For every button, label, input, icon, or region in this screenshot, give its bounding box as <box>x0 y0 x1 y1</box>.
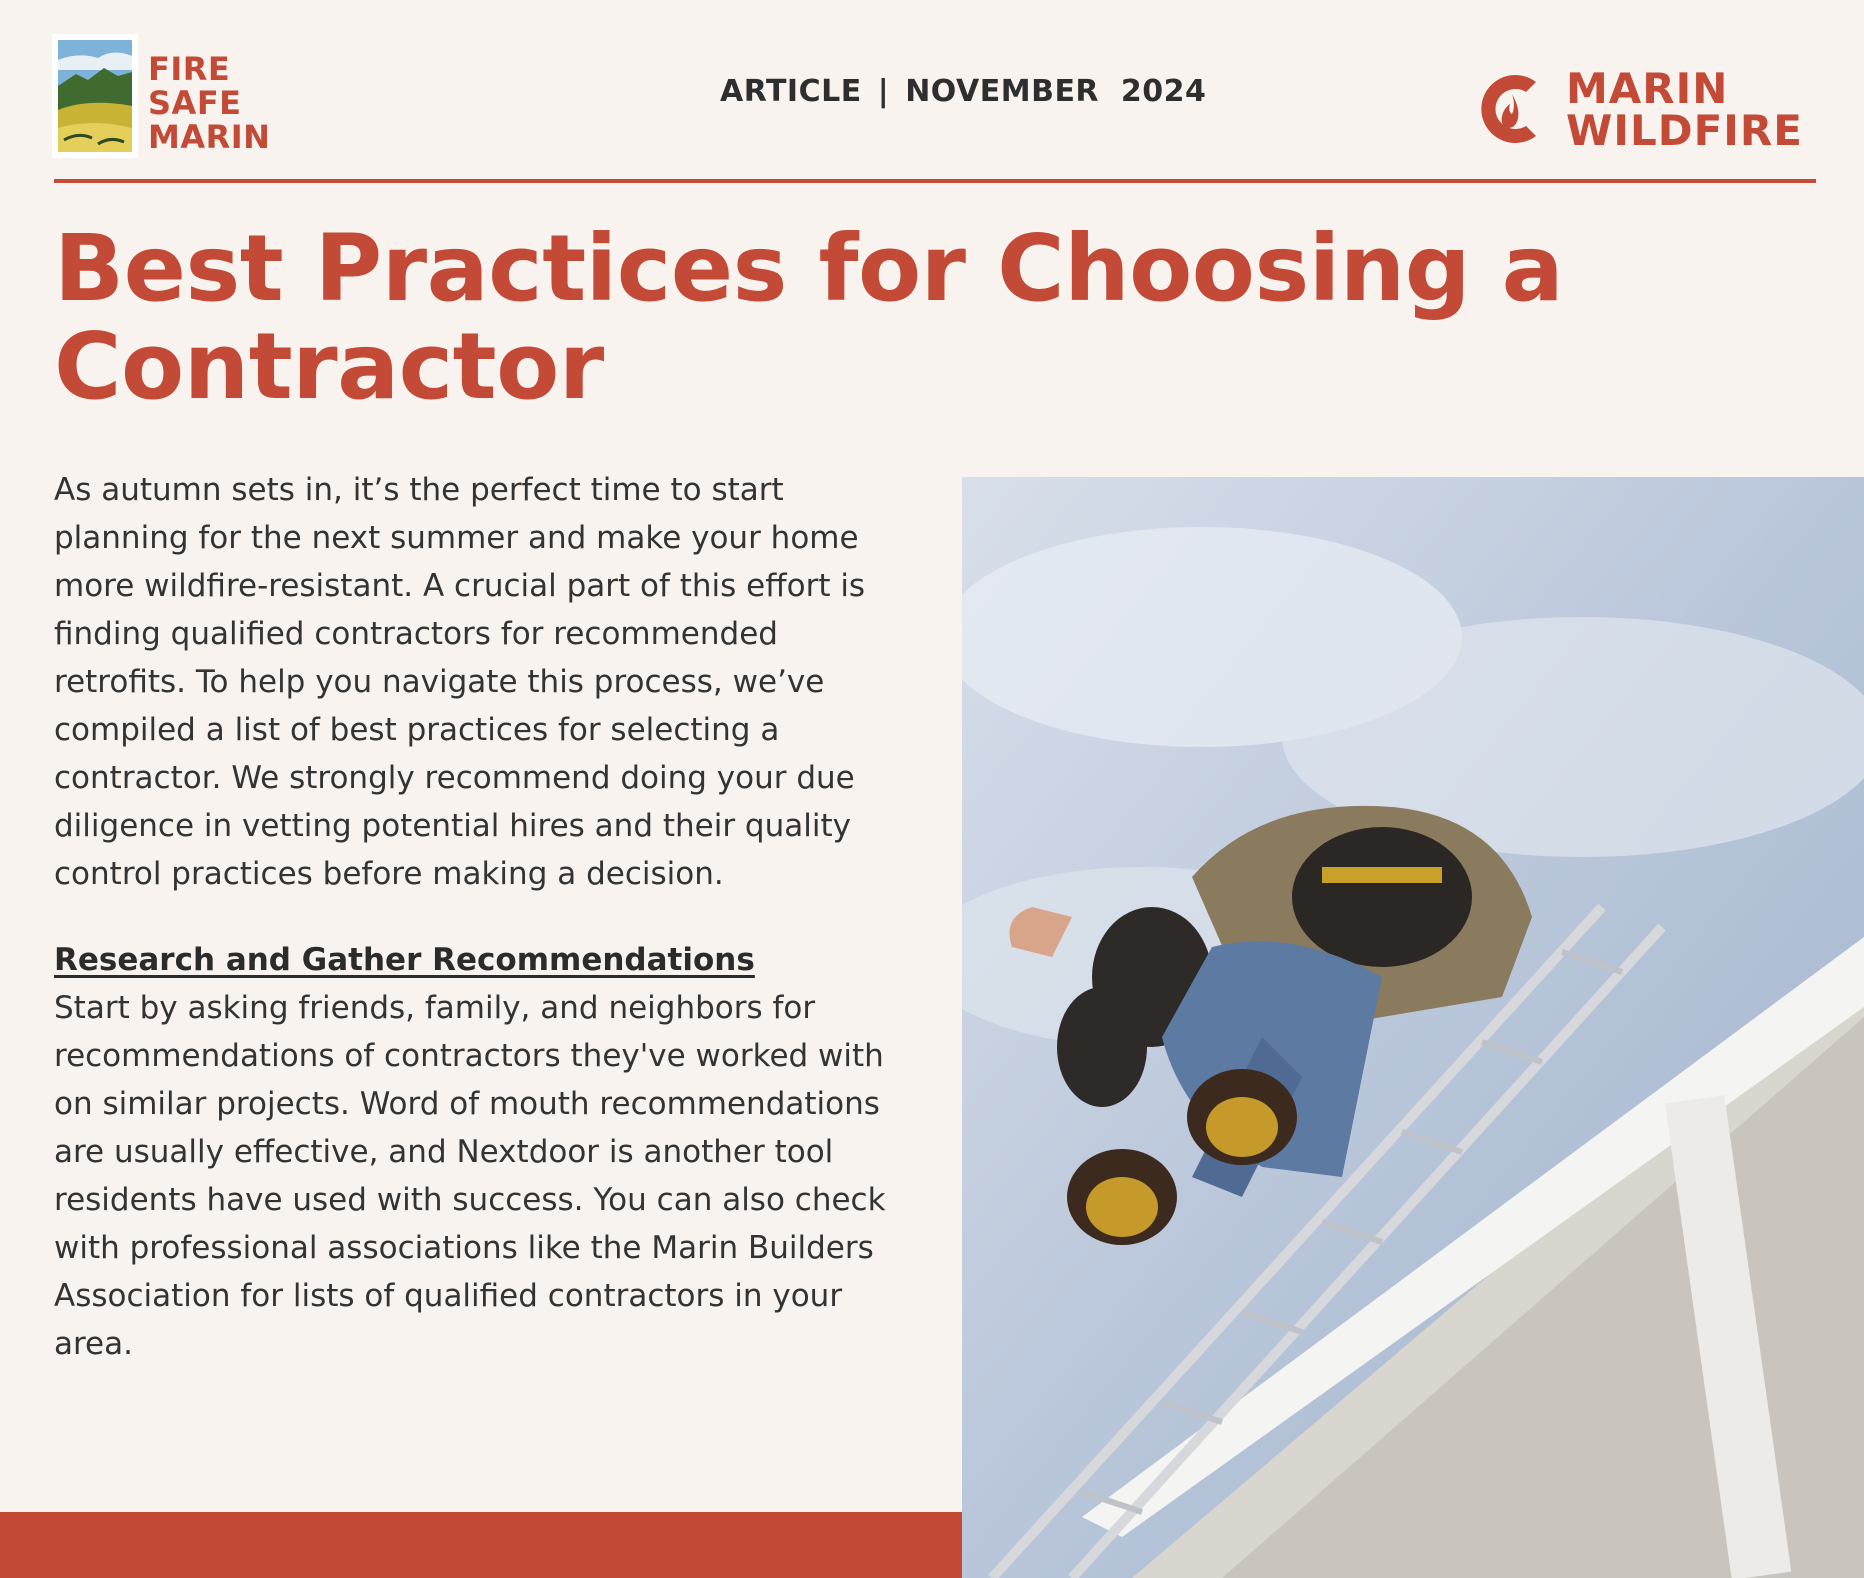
header-divider <box>54 179 1816 183</box>
intro-paragraph: As autumn sets in, it’s the perfect time to start planning for the next summer and make your home more wildfire-resistant. A crucial part of this effort is finding qualified contractors for recommended retrofits. To help you navigate this process, we’ve compiled a list of best practices for selecting a contractor. We strongly recommend doing your due diligence in vetting potential hires and their quality control practices before making a decision. <box>54 472 866 892</box>
section-body: Start by asking friends, family, and neighbors for recommendations of contractors they've worked with on similar projects. Word of mouth recommendations are usually effective, and Nextdoor is another tool residents have used with success. You can also check with professional associations like the Marin Builders Association for lists of qualified contractors in your area. <box>54 990 886 1362</box>
page-header <box>0 0 1864 190</box>
logo-line-1: FIRE <box>148 50 231 88</box>
marin-wildfire-logo <box>1474 64 1803 155</box>
logo-line-2: SAFE <box>148 84 242 122</box>
section-heading: Research and Gather Recommendations <box>54 942 755 978</box>
contractor-on-ladder-photo <box>962 477 1864 1578</box>
logo-line-3: MARIN <box>148 118 271 156</box>
article-date: NOVEMBER 2024 <box>905 74 1207 109</box>
article-type: ARTICLE <box>720 74 862 109</box>
logo-line-2: WILDFIRE <box>1566 106 1803 155</box>
meta-separator: | <box>877 74 890 109</box>
marin-wildfire-wordmark <box>1566 64 1803 155</box>
flame-c-logo-icon <box>1474 64 1550 154</box>
landscape-logo-icon <box>52 34 138 158</box>
logo-line-1: MARIN <box>1566 64 1729 113</box>
section-research <box>54 936 914 1368</box>
article-body <box>54 466 914 1368</box>
article-meta <box>720 74 1207 109</box>
article-title: Best Practices for Choosing a Contractor <box>54 215 1564 420</box>
fire-safe-marin-wordmark <box>148 52 368 154</box>
accent-band <box>0 1512 962 1578</box>
